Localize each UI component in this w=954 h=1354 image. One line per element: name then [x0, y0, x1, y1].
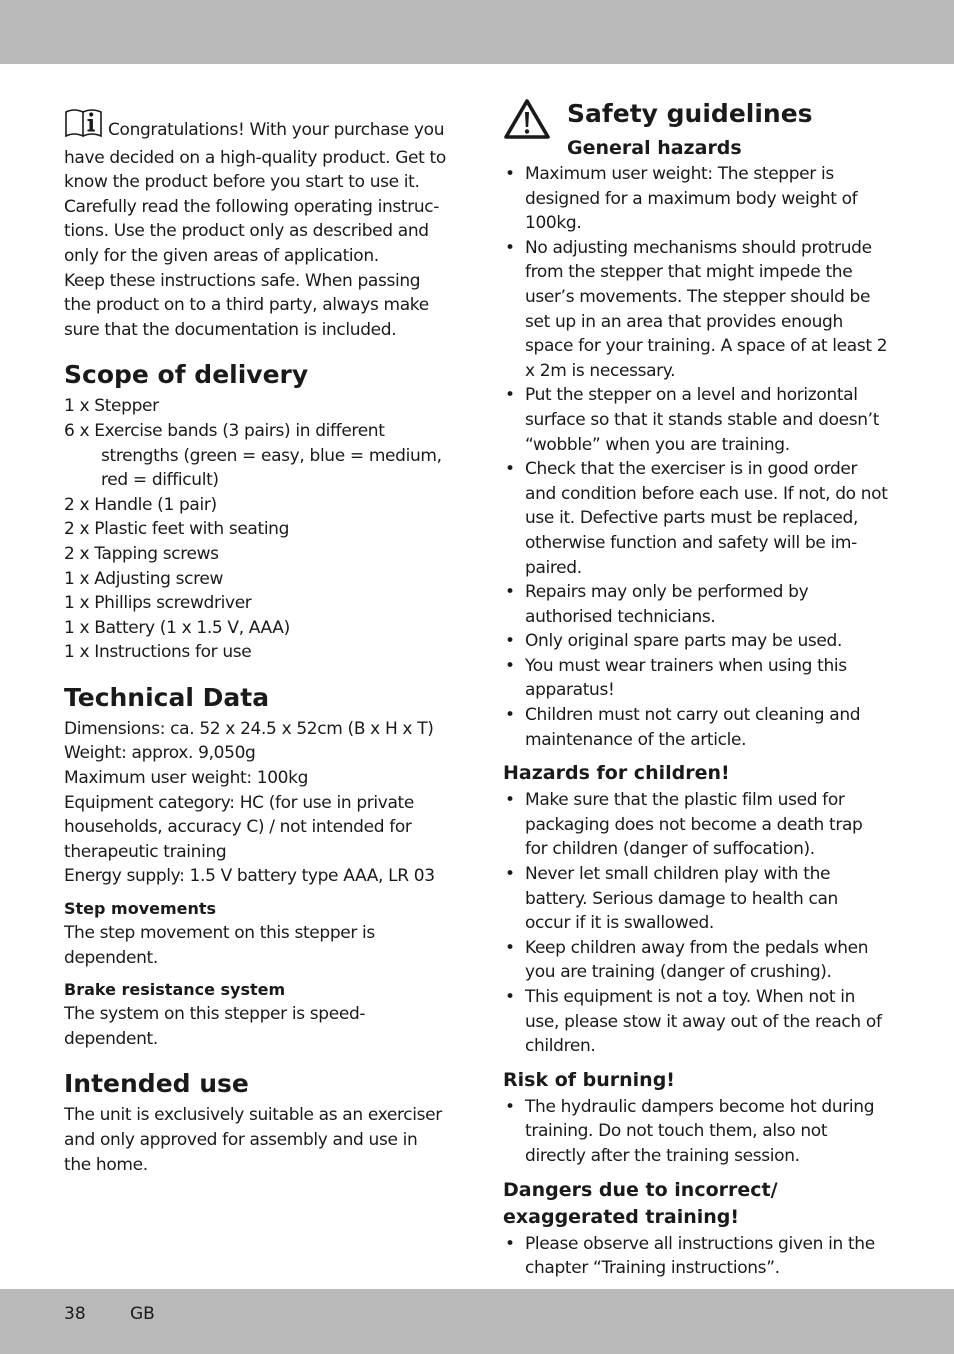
page-number: 38 — [64, 1304, 86, 1324]
list-item: • Maximum user weight: The stepper is designed for a maximum body weight of 100kg. — [503, 162, 888, 236]
language-code: GB — [130, 1304, 155, 1324]
brake-text: The system on this stepper is speed-dependent. — [64, 1004, 366, 1049]
technical-line: Maximum user weight: 100kg — [64, 768, 309, 789]
scope-item: 2 x Plastic feet with seating — [64, 519, 290, 540]
scope-item-continuation: strengths (green = easy, blue = medium, red = difficult) — [101, 445, 442, 491]
children-hazards-heading: Hazards for children! — [503, 762, 730, 785]
dangers-list — [503, 1232, 888, 1281]
list-item: • Put the stepper on a level and horizontal surface so that it stands stable and doesn’t “wobble” when you are training. — [503, 383, 888, 457]
list-item: • Please observe all instructions given in the chapter “Training instructions”. — [503, 1232, 888, 1281]
scope-item: 6 x Exercise bands (3 pairs) in different — [64, 420, 385, 441]
technical-heading: Technical Data — [64, 682, 270, 712]
right-column — [503, 98, 888, 1281]
technical-line: Weight: approx. 9,050g — [64, 743, 256, 764]
safety-heading: Safety guidelines — [567, 99, 813, 128]
general-hazards-list — [503, 162, 888, 752]
scope-item: 1 x Battery (1 x 1.5 V, AAA) — [64, 617, 290, 638]
general-hazards-heading: General hazards — [567, 137, 742, 159]
step-movements-heading: Step movements — [64, 899, 217, 919]
dangers-heading-line2: exaggerated training! — [503, 1205, 740, 1228]
top-header-bar — [0, 0, 954, 64]
list-item: • Never let small children play with the battery. Serious damage to health can occur if it is swallowed. — [503, 862, 888, 936]
list-item: • Check that the exerciser is in good order and condition before each use. If not, do not use it. Defective parts must be replaced, otherwise function and safety will be im-paired. — [503, 457, 888, 580]
list-item: • You must wear trainers when using this apparatus! — [503, 654, 888, 703]
list-item: • Children must not carry out cleaning and maintenance of the article. — [503, 703, 888, 752]
scope-item: 1 x Instructions for use — [64, 642, 252, 663]
burning-heading: Risk of burning! — [503, 1068, 675, 1091]
list-item: • Only original spare parts may be used. — [503, 629, 888, 654]
list-item: • No adjusting mechanisms should protrude from the stepper that might impede the user’s movements. The stepper should be set up in an area that provides enough space for your training. A space of at least 2 x 2m is necessary. — [503, 236, 888, 384]
intro-congrats-text: Congratulations! With your purchase you have decided on a high-quality product. Get to know the product before you start to use it. Carefully read the following operating instruc-tions. Use the product only as described and only for the given areas of application. — [64, 120, 446, 266]
scope-item: 2 x Handle (1 pair) — [64, 494, 217, 515]
intended-use-text: The unit is exclusively suitable as an exerciser and only approved for assembly and use in the home. — [64, 1105, 442, 1175]
list-item: • The hydraulic dampers become hot during training. Do not touch them, also not directly after the training session. — [503, 1095, 888, 1169]
step-movements-text: The step movement on this stepper is dependent. — [64, 923, 375, 968]
scope-heading: Scope of delivery — [64, 360, 309, 390]
intro-paragraph — [64, 108, 449, 269]
dangers-heading — [503, 1177, 888, 1231]
scope-item: 2 x Tapping screws — [64, 543, 219, 564]
info-book-icon — [64, 108, 104, 146]
children-hazards-list — [503, 788, 888, 1059]
scope-item: 1 x Stepper — [64, 396, 159, 417]
list-item: • Keep children away from the pedals when you are training (danger of crushing). — [503, 936, 888, 985]
burning-list — [503, 1095, 888, 1169]
technical-line: Energy supply: 1.5 V battery type AAA, LR 03 — [64, 866, 435, 887]
intro-keep-text: Keep these instructions safe. When passing the product on to a third party, always make sure that the documentation is included. — [64, 270, 429, 340]
safety-header — [503, 98, 888, 162]
warning-triangle-icon — [503, 98, 551, 148]
brake-heading: Brake resistance system — [64, 980, 286, 1000]
intended-use-heading: Intended use — [64, 1069, 249, 1099]
dangers-heading-line1: Dangers due to incorrect/ — [503, 1178, 778, 1201]
list-item: • Make sure that the plastic film used for packaging does not become a death trap for children (danger of suffocation). — [503, 788, 888, 862]
left-column — [64, 108, 449, 1177]
list-item: • Repairs may only be performed by authorised technicians. — [503, 580, 888, 629]
technical-line: Equipment category: HC (for use in private households, accuracy C) / not intended for therapeutic training — [64, 792, 414, 862]
list-item: • This equipment is not a toy. When not in use, please stow it away out of the reach of children. — [503, 985, 888, 1059]
scope-item: 1 x Adjusting screw — [64, 568, 224, 589]
scope-item: 1 x Phillips screwdriver — [64, 593, 252, 614]
technical-line: Dimensions: ca. 52 x 24.5 x 52cm (B x H x T) — [64, 718, 434, 739]
